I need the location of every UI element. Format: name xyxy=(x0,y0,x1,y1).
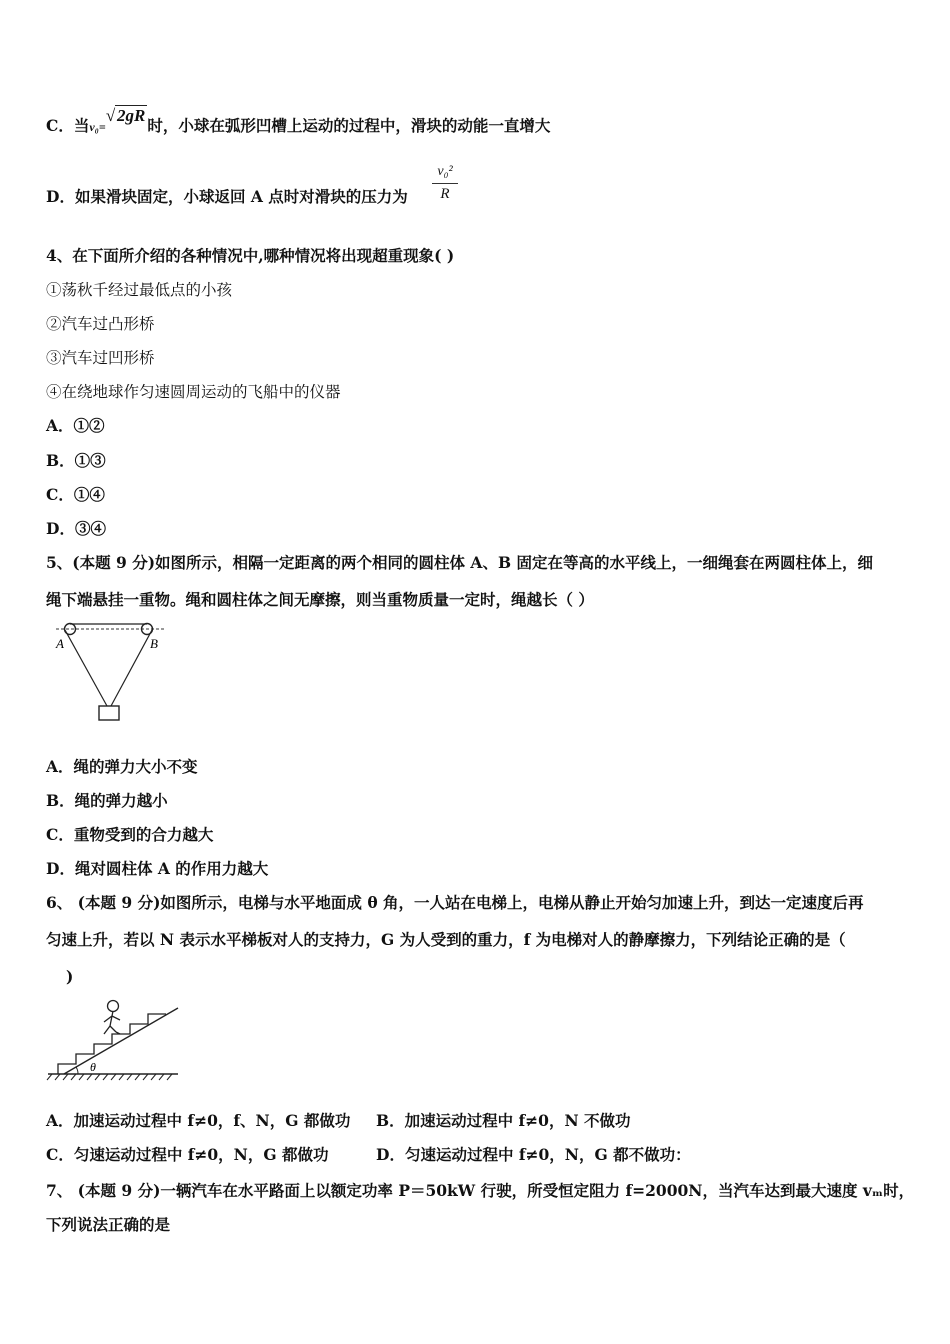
q4-option-c: C．①④ xyxy=(46,485,105,504)
q5-stem-line-2: 绳下端悬挂一重物。绳和圆柱体之间无摩擦，则当重物质量一定时，绳越长（ ） xyxy=(46,590,594,609)
fraction-numerator: v₀² xyxy=(432,161,458,184)
q6-steps xyxy=(58,1014,166,1074)
q3-option-c-prefix: C．当 xyxy=(46,116,90,135)
q3-option-d-fraction xyxy=(432,161,458,204)
q3-option-c-radicand: 2gR xyxy=(117,106,146,125)
q6-incline xyxy=(64,1008,178,1074)
q6-option-a: A．加速运动过程中 f≠0，f、N，G 都做功 xyxy=(46,1111,351,1130)
q4-option-b: B．①③ xyxy=(46,451,106,470)
q4-item-2: ②汽车过凸形桥 xyxy=(46,315,155,333)
q6-option-c: C．匀速运动过程中 f≠0，N，G 都做功 xyxy=(46,1145,329,1164)
q5-option-a: A．绳的弹力大小不变 xyxy=(46,757,198,776)
q3-option-c-v0: v₀= xyxy=(89,120,106,134)
q6-stem-line-2: 匀速上升，若以 N 表示水平梯板对人的支持力，G 为人受到的重力，f 为电梯对人的静摩擦力，下列结论正确的是（ xyxy=(46,930,846,949)
q6-option-d: D．匀速运动过程中 f≠0，N，G 都不做功： xyxy=(376,1145,691,1164)
q3-option-d-text: D．如果滑块固定，小球返回 A 点时对滑块的压力为 xyxy=(46,187,408,206)
q3-option-d xyxy=(46,187,408,207)
q6-person xyxy=(104,1001,120,1035)
q4-item-4: ④在绕地球作匀速圆周运动的飞船中的仪器 xyxy=(46,383,341,401)
q5-option-d: D．绳对圆柱体 A 的作用力越大 xyxy=(46,859,269,878)
q6-label-theta: θ xyxy=(90,1060,96,1074)
q6-figure-escalator xyxy=(44,996,184,1082)
q5-weight xyxy=(99,706,119,720)
q5-label-b: B xyxy=(150,636,158,651)
q5-stem-line-1: 5、(本题 9 分)如图所示，相隔一定距离的两个相同的圆柱体 A、B 固定在等高的水平线上，一细绳套在两圆柱体上，细 xyxy=(46,553,873,572)
q3-option-c-sqrt: √ 2gR xyxy=(105,106,146,125)
q7-stem-line-2: 下列说法正确的是 xyxy=(46,1215,171,1234)
q5-rope-left xyxy=(65,630,107,706)
q4-item-1: ①荡秋千经过最低点的小孩 xyxy=(46,281,233,299)
q7-stem-line-1: 7、 (本题 9 分)一辆汽车在水平路面上以额定功率 P＝50kW 行驶，所受恒定阻力 f=2000N，当汽车达到最大速度 vₘ时， xyxy=(46,1181,915,1200)
q5-rope-right xyxy=(111,630,152,706)
q6-stem-line-3: ) xyxy=(66,967,74,986)
q5-option-b: B．绳的弹力越小 xyxy=(46,791,168,810)
q6-stem-line-1: 6、 (本题 9 分)如图所示，电梯与水平地面成 θ 角，一人站在电梯上，电梯从静止开始匀加速上升，到达一定速度后再 xyxy=(46,893,864,912)
q5-option-c: C．重物受到的合力越大 xyxy=(46,825,214,844)
q4-item-3: ③汽车过凹形桥 xyxy=(46,349,155,367)
fraction-denominator: R xyxy=(440,186,450,202)
q4-option-a: A．①② xyxy=(46,416,105,435)
q6-ground-hatching xyxy=(47,1074,172,1080)
q5-figure-cylinders-rope xyxy=(52,618,172,728)
q3-option-c-text: 时，小球在弧形凹槽上运动的过程中，滑块的动能一直增大 xyxy=(147,116,551,135)
q5-label-a: A xyxy=(56,636,64,651)
q4-option-d: D．③④ xyxy=(46,519,106,538)
q4-stem: 4、在下面所介绍的各种情况中,哪种情况将出现超重现象( ) xyxy=(46,246,455,265)
q6-option-b: B．加速运动过程中 f≠0，N 不做功 xyxy=(376,1111,631,1130)
q3-option-c xyxy=(46,106,551,137)
q6-angle-arc xyxy=(76,1067,78,1074)
